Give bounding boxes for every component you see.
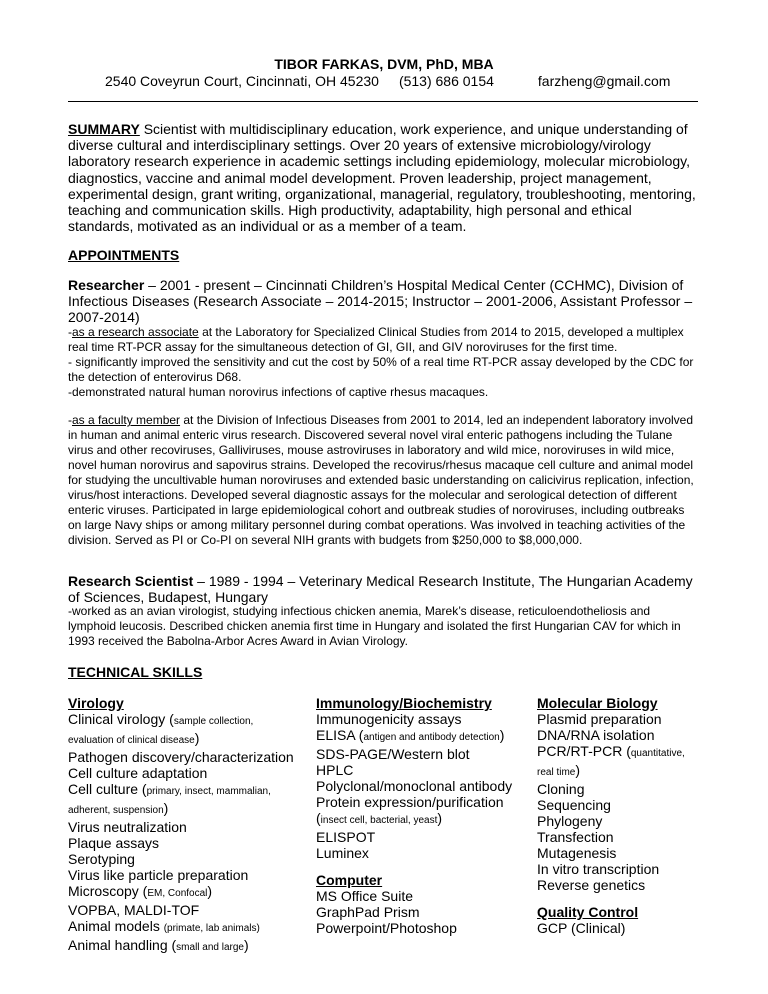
immunology-column: Immunology/Biochemistry Immunogenicity assays ELISA (antigen and antibody detection) SDS-PAGE/Western blot HPLC Polyclonal/monoclonal antibody Protein expression/purification (insect cell, bacterial, yeast) ELISPOT Luminex Computer MS Office Suite GraphPad Prism Powerpoint/Photoshop <box>316 695 513 936</box>
address: 2540 Coveyrun Court, Cincinnati, OH 45230 <box>105 73 379 89</box>
virology-title: Virology <box>68 695 124 711</box>
research-associate-text: -as a research associate at the Laboratory for Specialized Clinical Studies from 2014 to 2015, developed a multiplex real time RT-PCR assay for the simultaneous detection of GI, GII, and GIV noroviruses for the first time. - significantly improved the sensitivity and cut the cost by 50% of a real time RT-PCR assay developed by the CDC for the detection of enterovirus D68. -demonstrated natural human norovirus infections of captive rhesus macaques. <box>68 325 694 399</box>
email: farzheng@gmail.com <box>537 73 671 89</box>
research-scientist-detail: -worked as an avian virologist, studying infectious chicken anemia, Marek’s disease, reticuloendotheliosis and lymphoid leucosis. Described chicken anemia first time in Hungary and isolated the first Hungarian CAV for which in 1993 received the Babolna-Arbor Acres Award in Avian Virology. <box>68 604 681 648</box>
appointments-heading: APPOINTMENTS <box>68 247 180 263</box>
contact-line <box>105 73 670 89</box>
researcher-entry <box>68 277 700 325</box>
summary-text: Scientist with multidisciplinary education, work experience, and unique understanding of diverse cultural and interdisciplinary settings. Over 20 years of extensive microbiology/virology laboratory research experience in academic settings including epidemiology, molecular microbiology, diagnostics, vaccine and animal model development. Proven leadership, project management, experimental design, grant writing, organizational, managerial, regulatory, troubleshooting, mentoring, teaching and communication skills. High productivity, adaptability, high personal and ethical standards, motivated as an individual or as a member of a team. <box>68 121 696 235</box>
phone: (513) 686 0154 <box>398 73 494 89</box>
research-scientist-entry: Research Scientist – 1989 - 1994 – Veterinary Medical Research Institute, The Hungarian Academy of Sciences, Budapest, Hungary <box>68 573 693 606</box>
molecular-biology-title: Molecular Biology <box>537 695 658 711</box>
researcher-text: – 2001 - present – Cincinnati Children’s Hospital Medical Center (CCHMC), Division of Infectious Diseases (Research Associate – 2014-2015; Instructor – 2001-2006, Assistant Professor – 2007-2014) <box>68 277 693 326</box>
summary-heading: SUMMARY <box>68 121 140 137</box>
research-scientist-title: Research Scientist <box>68 573 194 589</box>
molecular-biology-column: Molecular Biology Plasmid preparation DNA/RNA isolation PCR/RT-PCR (quantitative, real time) Cloning Sequencing Phylogeny Transfection Mutagenesis In vitro transcription Reverse genetics Quality Control GCP (Clinical) <box>537 695 685 936</box>
computer-title: Computer <box>316 872 383 888</box>
faculty-member-label: as a faculty member <box>72 413 181 427</box>
research-associate-label: as a research associate <box>72 325 199 339</box>
quality-control-title: Quality Control <box>537 904 639 920</box>
immunology-title: Immunology/Biochemistry <box>316 695 492 711</box>
technical-skills-heading: TECHNICAL SKILLS <box>68 664 203 680</box>
researcher-title: Researcher <box>68 277 145 293</box>
virology-column: Virology Clinical virology (sample collection, evaluation of clinical disease) Pathogen discovery/characterization Cell culture adaptation Cell culture (primary, insect, mammalian, adherent, suspension) Virus neutralization Plaque assays Serotyping Virus like particle preparation Microscopy (EM, Confocal) VOPBA, MALDI-TOF Animal models (primate, lab animals) Animal handling (small and large) <box>68 695 294 953</box>
summary-section <box>68 121 700 234</box>
candidate-name: TIBOR FARKAS, DVM, PhD, MBA <box>274 56 494 72</box>
header-divider <box>68 101 698 102</box>
faculty-member-text: -as a faculty member at the Division of Infectious Diseases from 2001 to 2014, led an independent laboratory involved in human and animal enteric virus research. Discovered several novel viral enteric pathogens including the Tulane virus and other recoviruses, Galliviruses, mouse astroviruses in laboratory and wild mice, noroviruses in wild mice, novel human norovirus and sapovirus strains. Developed the recovirus/rhesus macaque cell culture and animal model for studying the uncultivable human noroviruses and extended basic understanding on calicivirus replication, infection, virus/host interactions. Developed several diagnostic assays for the molecular and serological detection of different enteric viruses. Participated in large epidemiological cohort and outbreak studies of noroviruses, including outbreaks on large Navy ships or among military personnel during combat operations. Was involved in teaching activities of the division. Served as PI or Co-PI on several NIH grants with budgets from $250,000 to $8,000,000. <box>68 413 694 547</box>
